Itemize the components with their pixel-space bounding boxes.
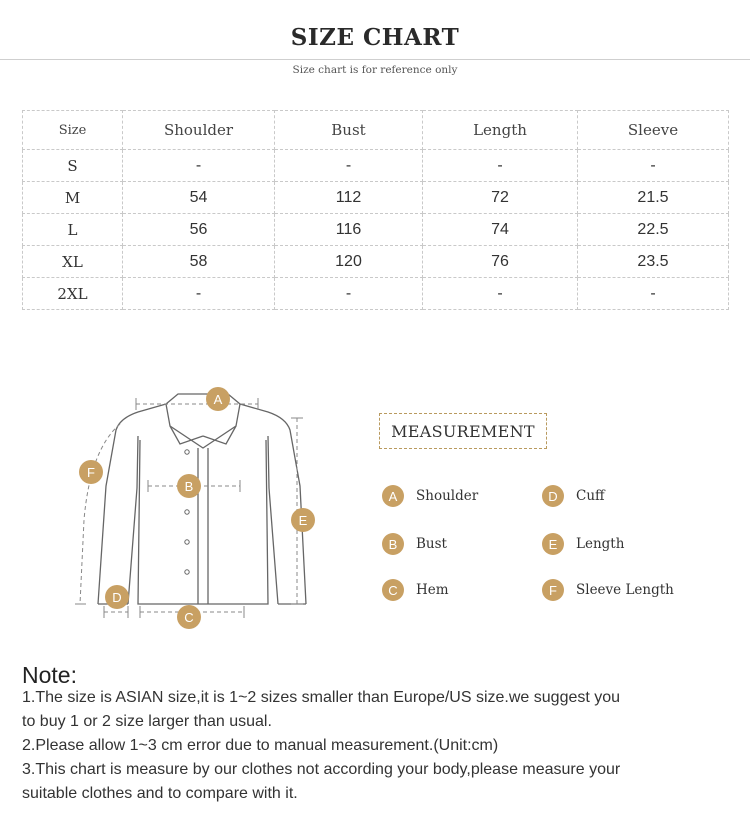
legend-item-cuff — [542, 485, 605, 507]
cell-sleeve: - — [578, 150, 729, 182]
cell-shoulder: 56 — [123, 214, 275, 246]
legend-item-length — [542, 533, 624, 555]
cell-shoulder: 54 — [123, 182, 275, 214]
table-header-row — [23, 111, 729, 150]
legend-badge-d: D — [542, 485, 564, 507]
shirt-outline — [98, 394, 306, 604]
legend-item-sleeve-length — [542, 579, 674, 601]
legend-item-shoulder — [382, 485, 478, 507]
cell-size: L — [23, 214, 123, 246]
marker-c — [177, 605, 201, 629]
marker-b — [177, 474, 201, 498]
legend-label: Cuff — [576, 488, 605, 504]
cell-sleeve: 21.5 — [578, 182, 729, 214]
legend-badge-e: E — [542, 533, 564, 555]
page-subtitle: Size chart is for reference only — [292, 64, 458, 76]
cell-shoulder: - — [123, 278, 275, 310]
legend-label: Length — [576, 536, 625, 552]
cell-length: - — [423, 278, 578, 310]
cell-length: 74 — [423, 214, 578, 246]
svg-text:B: B — [184, 479, 194, 494]
svg-text:F: F — [87, 465, 95, 480]
note-title: Note: — [22, 662, 77, 688]
column-header-size: Size — [23, 111, 123, 150]
svg-text:C: C — [184, 610, 194, 625]
table-row — [23, 246, 729, 278]
cell-shoulder: - — [123, 150, 275, 182]
cell-sleeve: 22.5 — [578, 214, 729, 246]
legend-label: Shoulder — [416, 488, 479, 504]
legend-label: Hem — [416, 582, 449, 598]
cell-sleeve: - — [578, 278, 729, 310]
measurement-title: MEASUREMENT — [379, 413, 547, 449]
measure-ticks — [75, 398, 303, 618]
svg-text:E: E — [298, 513, 308, 528]
cell-size: M — [23, 182, 123, 214]
cell-length: 76 — [423, 246, 578, 278]
cell-size: S — [23, 150, 123, 182]
legend-label: Bust — [416, 536, 447, 552]
cell-size: XL — [23, 246, 123, 278]
table-row — [23, 278, 729, 310]
cell-bust: 120 — [275, 246, 423, 278]
column-header-bust: Bust — [275, 111, 423, 150]
cell-sleeve: 23.5 — [578, 246, 729, 278]
legend-label: Sleeve Length — [576, 582, 674, 598]
note-line: 1.The size is ASIAN size,it is 1~2 sizes smaller than Europe/US size.we suggest you — [22, 689, 621, 706]
note-line: to buy 1 or 2 size larger than usual. — [22, 713, 272, 730]
svg-text:A: A — [213, 392, 223, 407]
cell-bust: 116 — [275, 214, 423, 246]
column-header-sleeve: Sleeve — [578, 111, 729, 150]
title-divider — [0, 59, 750, 60]
cell-shoulder: 58 — [123, 246, 275, 278]
shirt-buttons — [185, 450, 189, 574]
note-line: suitable clothes and to compare with it. — [22, 785, 298, 802]
table-row — [23, 214, 729, 246]
legend-badge-f: F — [542, 579, 564, 601]
cell-bust: - — [275, 150, 423, 182]
note-line: 3.This chart is measure by our clothes not according your body,please measure your — [22, 761, 621, 778]
legend-badge-b: B — [382, 533, 404, 555]
cell-length: 72 — [423, 182, 578, 214]
column-header-length: Length — [423, 111, 578, 150]
table-row — [23, 150, 729, 182]
marker-f — [79, 460, 103, 484]
cell-size: 2XL — [23, 278, 123, 310]
note-line: 2.Please allow 1~3 cm error due to manual measurement.(Unit:cm) — [22, 737, 499, 754]
cell-length: - — [423, 150, 578, 182]
marker-d — [105, 585, 129, 609]
legend-badge-c: C — [382, 579, 404, 601]
measure-lines — [80, 404, 297, 612]
svg-text:D: D — [112, 590, 122, 605]
table-row — [23, 182, 729, 214]
legend-item-bust — [382, 533, 447, 555]
page-title: SIZE CHART — [290, 24, 460, 51]
size-table — [22, 110, 729, 310]
marker-e — [291, 508, 315, 532]
legend-badge-a: A — [382, 485, 404, 507]
legend-item-hem — [382, 579, 449, 601]
cell-bust: 112 — [275, 182, 423, 214]
column-header-shoulder: Shoulder — [123, 111, 275, 150]
shirt-diagram — [0, 380, 340, 640]
cell-bust: - — [275, 278, 423, 310]
marker-a — [206, 387, 230, 411]
